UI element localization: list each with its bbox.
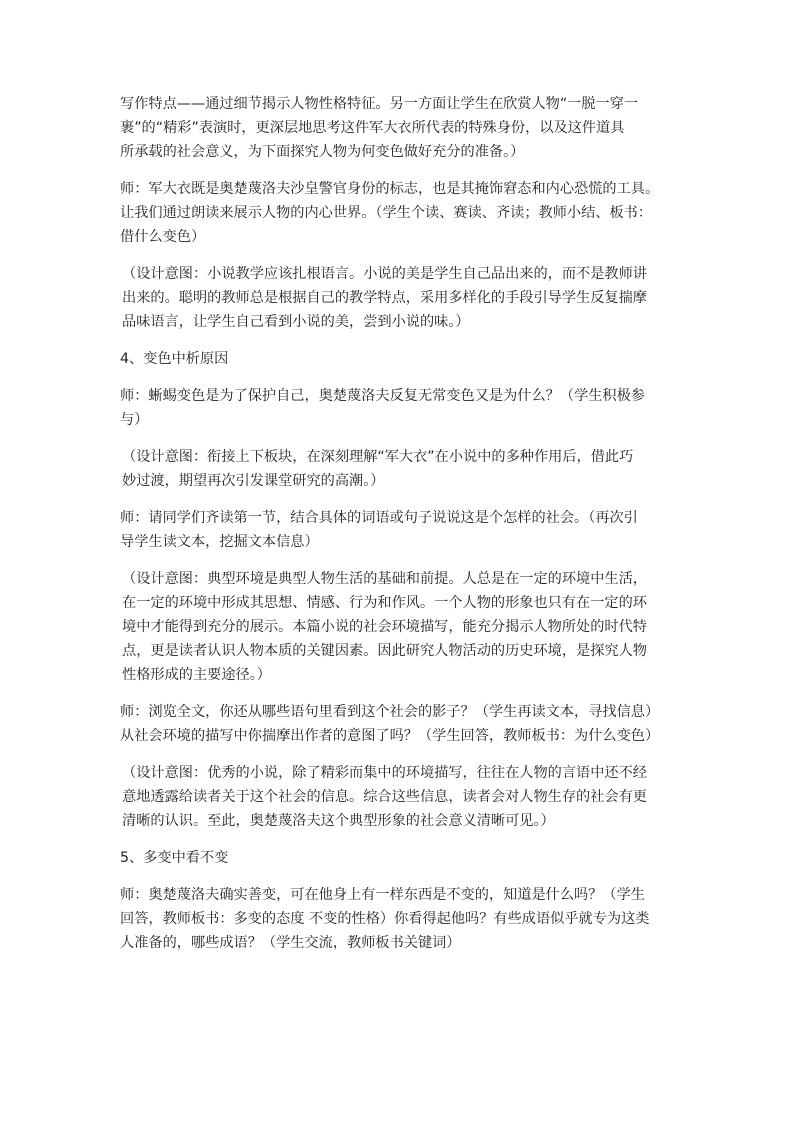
text-line: （设计意图：典型环境是典型人物生活的基础和前提。人总是在一定的环境中生活，: [122, 571, 647, 587]
text-line: 品味语言，让学生自己看到小说的美，尝到小说的味。）: [122, 314, 470, 330]
text-line: 师：军大衣既是奥楚蔑洛夫沙皇警官身份的标志，也是其掩饰窘态和内心恐慌的工具。: [120, 181, 660, 197]
paragraph-teacher-read-first-section: [120, 506, 682, 554]
text-line: 点，更是读者认识人物本质的关键因素。因此研究人物活动的历史环境，是探究人物: [122, 643, 647, 659]
section-heading-5: [120, 846, 682, 870]
paragraph-design-intent-transition: [120, 445, 682, 493]
text-line: （设计意图：小说教学应该扎根语言。小说的美是学生自己品出来的，而不是教师讲: [122, 266, 647, 282]
text-line: 师：浏览全文，你还从哪些语句里看到这个社会的影子？（学生再读文本，寻找信息）: [120, 704, 660, 720]
section-heading-4: [120, 347, 682, 371]
text-line: 妙过渡，期望再次引发课堂研究的高潮。）: [122, 473, 385, 489]
paragraph-teacher-lizard: [120, 384, 682, 432]
text-line: 性格形成的主要途径。）: [122, 667, 271, 683]
text-line: 从社会环境的描写中你揣摩出作者的意图了吗？（学生回答，教师板书：为什么变色）: [120, 728, 660, 744]
text-line: 回答，教师板书：多变的态度 不变的性格）你看得起他吗？有些成语似乎就专为这类: [120, 911, 650, 927]
text-line: 借什么变色）: [120, 229, 206, 245]
paragraph-design-intent-environment: [120, 567, 682, 687]
text-line: 在一定的环境中形成其思想、情感、行为和作风。一个人物的形象也只有在一定的环: [122, 595, 647, 611]
paragraph-design-intent-society: [120, 761, 682, 833]
text-line: 导学生读文本，挖掘文本信息）: [120, 534, 319, 550]
text-line: 师：蜥蜴变色是为了保护自己，奥楚蔑洛夫反复无常变色又是为什么？（学生积极参: [120, 388, 645, 404]
text-line: 所承载的社会意义，为下面探究人物为何变色做好充分的准备。）: [120, 144, 525, 160]
paragraph-design-intent-language: [120, 262, 682, 334]
text-line: 意地透露给读者关于这个社会的信息。综合这些信息，读者会对人物生存的社会有更: [122, 789, 647, 805]
text-line: 写作特点——通过细节揭示人物性格特征。另一方面让学生在欣赏人物“一脱一穿一: [120, 96, 639, 112]
heading-text: 5、多变中看不变: [120, 850, 229, 866]
text-line: 出来的。聪明的教师总是根据自己的教学特点，采用多样化的手段引导学生反复揣摩: [122, 290, 647, 306]
document-body: [120, 92, 682, 968]
heading-text: 4、变色中析原因: [120, 351, 229, 367]
text-line: 让我们通过朗读来展示人物的内心世界。（学生个读、赛读、齐读；教师小结、板书：: [120, 205, 653, 221]
text-line: 裹”的“精彩”表演时，更深层地思考这件军大衣所代表的特殊身份，以及这件道具: [120, 120, 625, 136]
text-line: 与）: [120, 412, 149, 428]
text-line: 人准备的，哪些成语？（学生交流，教师板书关键词）: [120, 935, 461, 951]
paragraph-teacher-browse: [120, 700, 682, 748]
text-line: 师：请同学们齐读第一节，结合具体的词语或句子说说这是个怎样的社会。（再次引: [120, 510, 638, 526]
text-line: 清晰的认识。至此，奥楚蔑洛夫这个典型形象的社会意义清晰可见。）: [122, 813, 555, 829]
text-line: （设计意图：衔接上下板块，在深刻理解“军大衣”在小说中的多种作用后，借此巧: [122, 449, 634, 465]
paragraph-teacher-unchanging: [120, 883, 682, 955]
text-line: （设计意图：优秀的小说，除了精彩而集中的环境描写，往往在人物的言语中还不经: [122, 765, 647, 781]
paragraph-teacher-coat: [120, 177, 682, 249]
text-line: 师：奥楚蔑洛夫确实善变，可在他身上有一样东西是不变的，知道是什么吗？（学生: [120, 887, 645, 903]
paragraph-writing-features: [120, 92, 682, 164]
text-line: 境中才能得到充分的展示。本篇小说的社会环境描写，能充分揭示人物所处的时代特: [122, 619, 647, 635]
